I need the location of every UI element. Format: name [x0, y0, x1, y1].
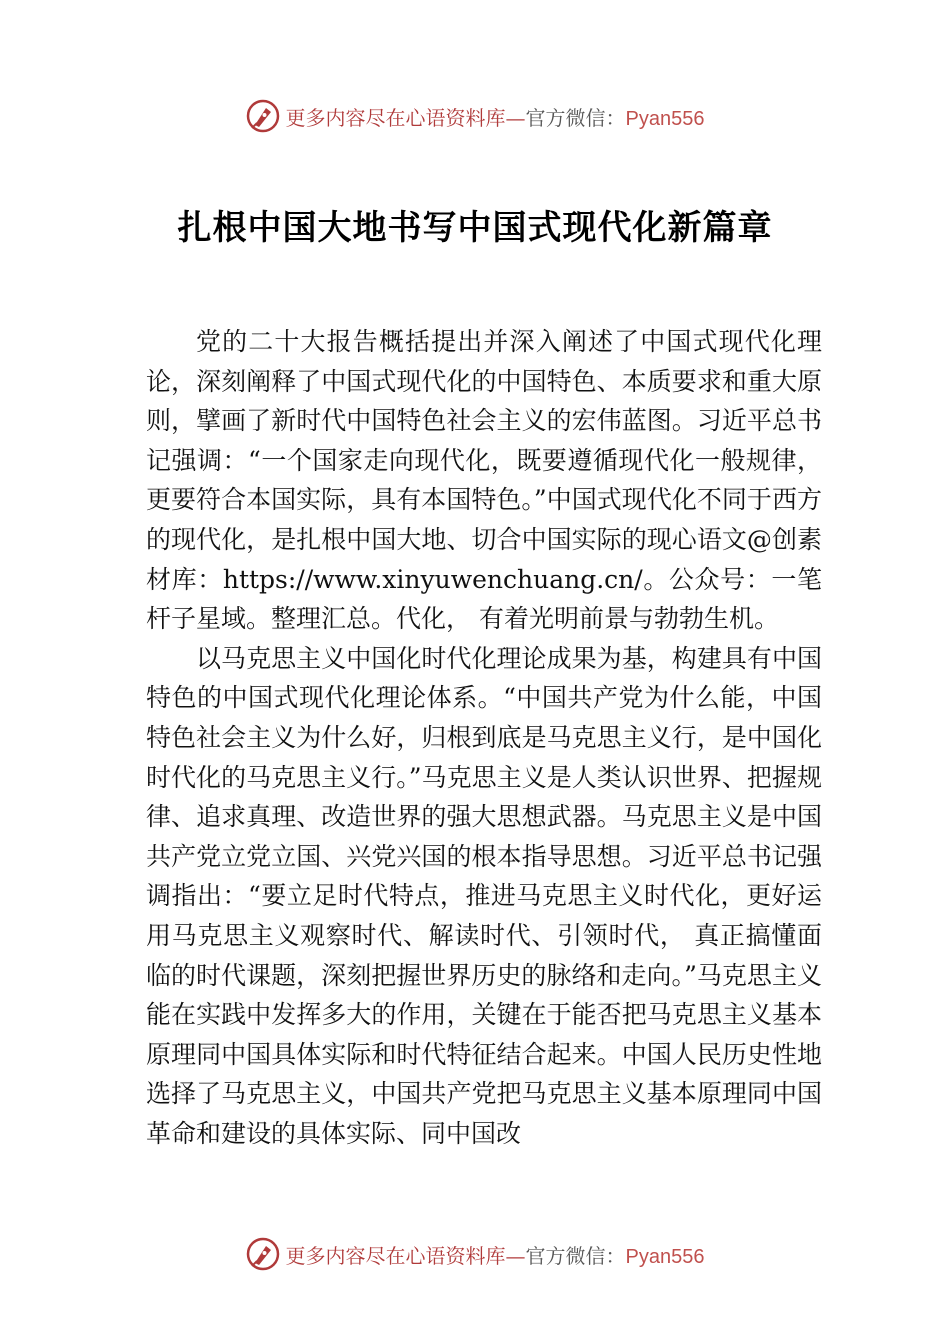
banner-text [286, 102, 705, 131]
footer-banner [0, 1234, 950, 1274]
document-title: 扎根中国大地书写中国式现代化新篇章 [177, 208, 773, 248]
paragraph: 党的二十大报告概括提出并深入阐述了中国式现代化理论，深刻阐释了中国式现代化的中国特色、本质要求和重大原则，擘画了新时代中国特色社会主义的宏伟蓝图。习近平总书记强调：“一个国家走向现代化，既要遵循现代化一般规律，更要符合本国实际，具有本国特色。”中国式现代化不同于西方的现代化，是扎根中国大地、切合中国实际的现心语文@创素材库：https://www.xinyuwenchuang.cn/。公众号：一笔杆子星域。整理汇总。代化， 有着光明前景与勃勃生机。 [146, 327, 822, 634]
paragraph: 以马克思主义中国化时代化理论成果为基，构建具有中国特色的中国式现代化理论体系。“中国共产党为什么能，中国特色社会主义为什么好，归根到底是马克思主义行，是中国化时代化的马克思主义行。”马克思主义是人类认识世界、把握规律、追求真理、改造世界的强大思想武器。马克思主义是中国共产党立党立国、兴党兴国的根本指导思想。习近平总书记强调指出：“要立足时代特点，推进马克思主义时代化，更好运用马克思主义观察时代、解读时代、引领时代， 真正搞懂面临的时代课题，深刻把握世界历史的脉络和走向。”马克思主义能在实践中发挥多大的作用，关键在于能否把马克思主义基本原理同中国具体实际和时代特征结合起来。中国人民历史性地选择了马克思主义，中国共产党把马克思主义基本原理同中国革命和建设的具体实际、同中国改 [146, 643, 822, 1148]
header-banner [0, 96, 950, 136]
banner-slogan: 更多内容尽在心语资料库— [285, 1243, 526, 1268]
document-body [146, 322, 822, 1153]
wechat-label: 官方微信： [525, 105, 626, 130]
banner-slogan: 更多内容尽在心语资料库— [285, 105, 526, 130]
wechat-id: Pyan556 [625, 107, 705, 130]
wechat-id: Pyan556 [625, 1245, 705, 1268]
banner-text [286, 1240, 705, 1269]
wechat-label: 官方微信： [525, 1243, 626, 1268]
pen-nib-logo-icon [246, 99, 280, 133]
pen-nib-logo-icon [246, 1237, 280, 1271]
